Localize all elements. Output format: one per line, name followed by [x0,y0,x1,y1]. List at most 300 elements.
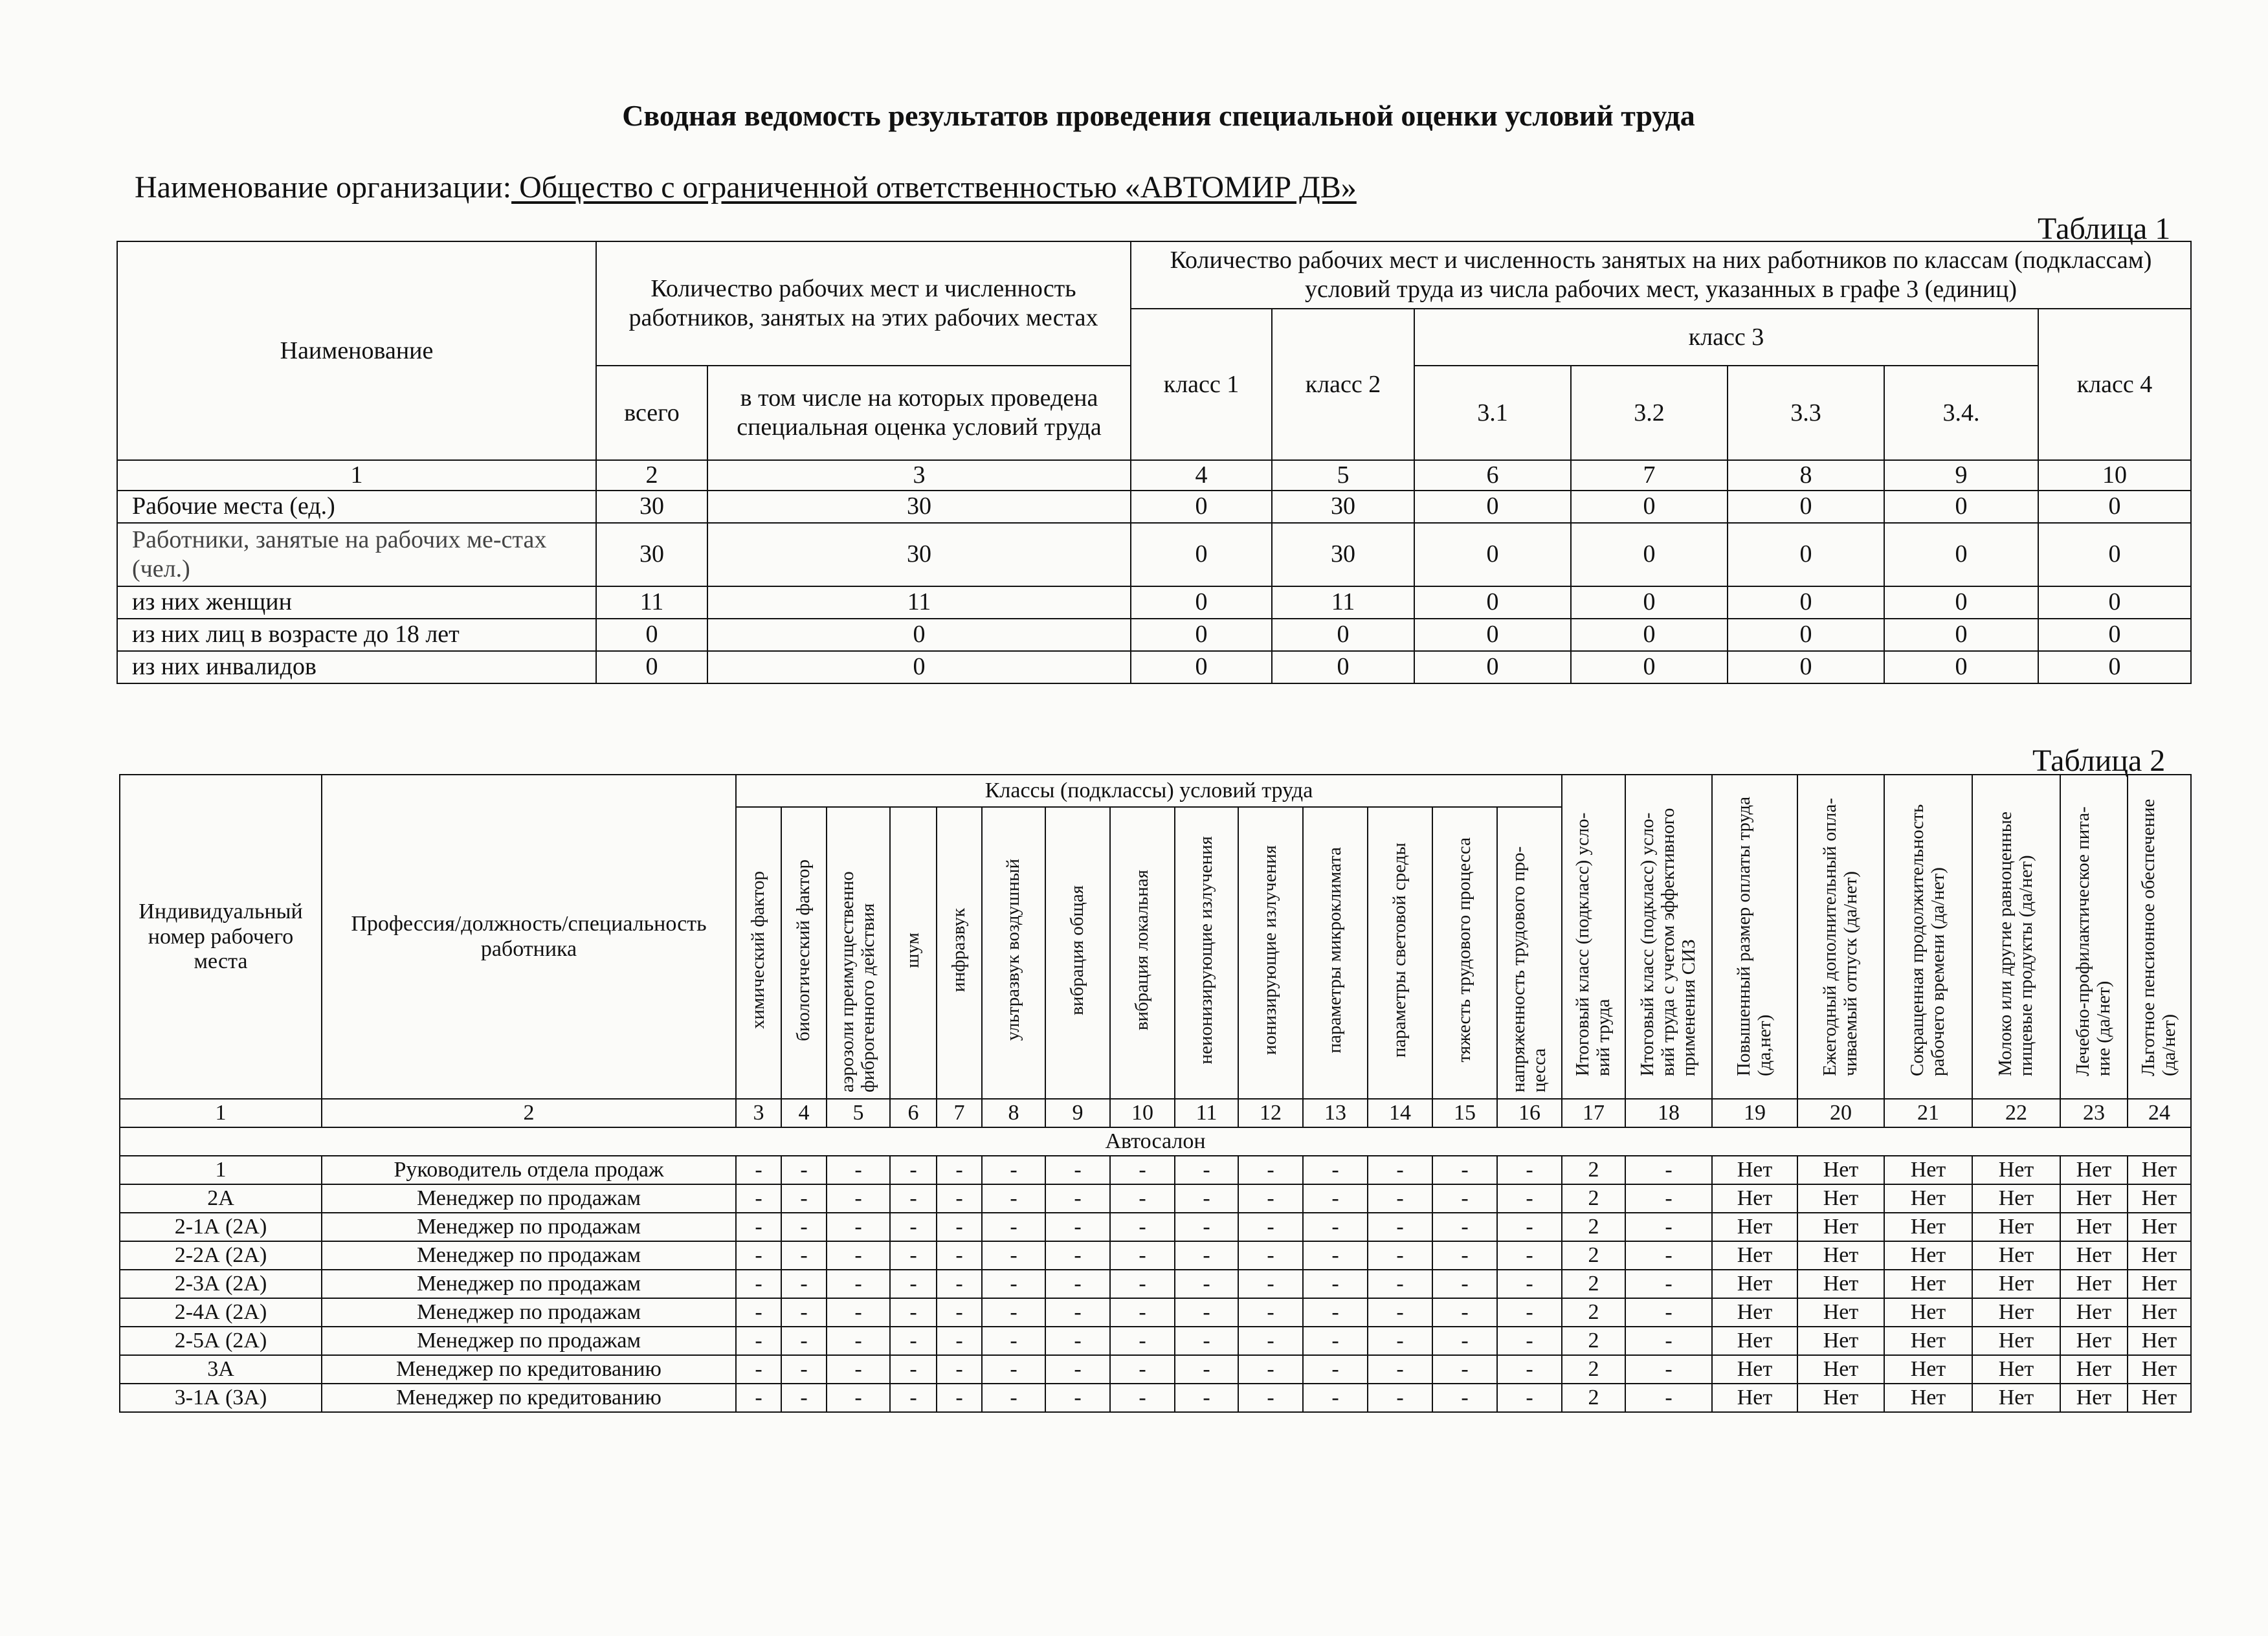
table1-cell: 0 [1571,491,1728,523]
factor-class: - [781,1384,827,1412]
factor-class: - [1110,1184,1175,1213]
table1-header-class3: класс 3 [1414,309,2038,366]
table2-header-factor: тяжесть трудового процесса [1432,807,1497,1099]
table1-cell: 11 [596,586,707,619]
table2-colnum: 21 [1884,1099,1972,1127]
table1-row-label: из них инвалидов [117,651,596,683]
table-row [120,1241,2191,1270]
table1-header-c32: 3.2 [1571,366,1728,460]
factor-class: - [1238,1156,1303,1184]
factor-class: - [1045,1298,1110,1327]
factor-class: - [1497,1298,1562,1327]
factor-class: - [1497,1241,1562,1270]
table1-cell: 30 [707,491,1131,523]
table2-header-nutrition: Лечебно-профилактическое пита-ние (да/нет) [2060,775,2128,1099]
final-class-siz: - [1625,1270,1712,1298]
factor-class: - [982,1213,1045,1241]
table1-header-class2: класс 2 [1272,309,1414,460]
final-class-siz: - [1625,1355,1712,1384]
factor-class: - [1238,1213,1303,1241]
factor-class: - [1303,1298,1368,1327]
factor-class: - [890,1298,937,1327]
table1-cell: 0 [1884,586,2038,619]
benefit-value: Нет [1884,1384,1972,1412]
table2-colnum: 7 [937,1099,982,1127]
factor-class: - [890,1213,937,1241]
factor-class: - [1238,1298,1303,1327]
factor-class: - [1368,1241,1432,1270]
table2-header-pension: Льготное пенсионное обеспечение (да/нет) [2128,775,2191,1099]
benefit-value: Нет [1884,1270,1972,1298]
factor-class: - [1432,1384,1497,1412]
table2-header-factor: напряженность трудового про-цесса [1497,807,1562,1099]
factor-class: - [1368,1270,1432,1298]
table1-header-c33: 3.3 [1728,366,1884,460]
table1-cell: 0 [1571,619,1728,651]
table1-cell: 0 [1728,491,1884,523]
table2-colnum: 23 [2060,1099,2128,1127]
factor-class: - [1175,1355,1238,1384]
benefit-value: Нет [1797,1327,1884,1355]
factor-class: - [937,1241,982,1270]
table1-colnum: 2 [596,460,707,491]
benefit-value: Нет [1972,1184,2060,1213]
table1-cell: 0 [2038,523,2191,586]
factor-class: - [736,1327,781,1355]
table1-cell: 30 [1272,523,1414,586]
position-name: Менеджер по продажам [322,1184,736,1213]
benefit-value: Нет [2060,1184,2128,1213]
factor-class: - [781,1241,827,1270]
factor-class: - [1303,1241,1368,1270]
factor-class: - [781,1270,827,1298]
benefit-value: Нет [2060,1156,2128,1184]
organization-line [135,170,1357,205]
table2-header-pay: Повышенный размер оплаты труда (да,нет) [1712,775,1797,1099]
factor-class: - [827,1355,890,1384]
final-class: 2 [1562,1327,1625,1355]
factor-class: - [1368,1355,1432,1384]
organization-name: Общество с ограниченной ответственностью «АВТОМИР ДВ» [511,170,1357,204]
document-title: Сводная ведомость результатов проведения специальной оценки условий труда [622,99,1695,132]
table2-header-leave: Ежегодный дополнительный опла-чиваемый отпуск (да/нет) [1797,775,1884,1099]
table2-header-factor: вибрация общая [1045,807,1110,1099]
workplace-number: 2-2А (2А) [120,1241,322,1270]
factor-class: - [1368,1213,1432,1241]
table2-section-heading: Автосалон [120,1127,2191,1156]
factor-class: - [1303,1270,1368,1298]
benefit-value: Нет [2128,1241,2191,1270]
table1-cell: 0 [1131,651,1272,683]
table2-colnum: 4 [781,1099,827,1127]
table1-colnum: 7 [1571,460,1728,491]
benefit-value: Нет [1797,1241,1884,1270]
table1-colnum: 1 [117,460,596,491]
table2-colnum: 1 [120,1099,322,1127]
benefit-value: Нет [1884,1156,1972,1184]
benefit-value: Нет [1972,1327,2060,1355]
factor-class: - [1175,1156,1238,1184]
position-name: Менеджер по продажам [322,1241,736,1270]
factor-class: - [736,1156,781,1184]
factor-class: - [1110,1355,1175,1384]
table1-header-c34: 3.4. [1884,366,2038,460]
table2-colnum: 12 [1238,1099,1303,1127]
position-name: Руководитель отдела продаж [322,1156,736,1184]
table2-header-short-hours: Сокращенная продолжительность рабочего времени (да/нет) [1884,775,1972,1099]
factor-class: - [1497,1156,1562,1184]
factor-class: - [1497,1384,1562,1412]
factor-class: - [890,1384,937,1412]
factor-class: - [1497,1355,1562,1384]
table2-colnum: 20 [1797,1099,1884,1127]
final-class: 2 [1562,1270,1625,1298]
table2-colnum: 11 [1175,1099,1238,1127]
benefit-value: Нет [1712,1156,1797,1184]
table1-row [117,586,2191,619]
table1-row-label: из них женщин [117,586,596,619]
factor-class: - [1110,1270,1175,1298]
final-class: 2 [1562,1384,1625,1412]
benefit-value: Нет [1972,1241,2060,1270]
table1-cell: 0 [1728,523,1884,586]
factor-class: - [1175,1184,1238,1213]
table1-colnum: 3 [707,460,1131,491]
factor-class: - [890,1327,937,1355]
table1-cell: 0 [1728,619,1884,651]
table1-row [117,651,2191,683]
factor-class: - [1303,1327,1368,1355]
factor-class: - [982,1270,1045,1298]
benefit-value: Нет [1712,1213,1797,1241]
factor-class: - [937,1298,982,1327]
table2-colnum: 9 [1045,1099,1110,1127]
factor-class: - [1110,1298,1175,1327]
factor-class: - [736,1184,781,1213]
benefit-value: Нет [1797,1213,1884,1241]
table1-cell: 0 [596,619,707,651]
benefit-value: Нет [2060,1355,2128,1384]
table1-colnum: 5 [1272,460,1414,491]
table1-cell: 0 [1131,619,1272,651]
factor-class: - [1175,1270,1238,1298]
factor-class: - [1497,1270,1562,1298]
table2 [119,774,2192,1413]
factor-class: - [781,1298,827,1327]
final-class-siz: - [1625,1384,1712,1412]
table2-header-workplace-no: Индивидуальный номер рабочего места [120,775,322,1099]
final-class-siz: - [1625,1327,1712,1355]
factor-class: - [781,1184,827,1213]
table1-cell: 0 [2038,491,2191,523]
benefit-value: Нет [2060,1384,2128,1412]
table2-header-factor: аэрозоли преимущественно фиброгенного действия [827,807,890,1099]
factor-class: - [937,1355,982,1384]
benefit-value: Нет [1972,1213,2060,1241]
table-row [120,1384,2191,1412]
benefit-value: Нет [2060,1270,2128,1298]
table1-cell: 0 [1884,619,2038,651]
factor-class: - [937,1213,982,1241]
workplace-number: 2-5А (2А) [120,1327,322,1355]
factor-class: - [827,1213,890,1241]
table1-header-total: всего [596,366,707,460]
benefit-value: Нет [2128,1156,2191,1184]
table1-cell: 30 [1272,491,1414,523]
benefit-value: Нет [1972,1384,2060,1412]
factor-class: - [736,1355,781,1384]
table-row [120,1213,2191,1241]
benefit-value: Нет [1972,1355,2060,1384]
table2-colnum: 13 [1303,1099,1368,1127]
organization-label: Наименование организации: [135,170,512,204]
factor-class: - [736,1213,781,1241]
table2-header-factor: инфразвук [937,807,982,1099]
factor-class: - [982,1184,1045,1213]
table1-caption: Таблица 1 [2038,212,2171,246]
factor-class: - [1110,1327,1175,1355]
table1-cell: 0 [1131,523,1272,586]
benefit-value: Нет [1712,1355,1797,1384]
benefit-value: Нет [1797,1156,1884,1184]
table2-header-factor: параметры световой среды [1368,807,1432,1099]
workplace-number: 3-1А (3А) [120,1384,322,1412]
table1-cell: 0 [2038,619,2191,651]
table-row [120,1270,2191,1298]
benefit-value: Нет [1972,1270,2060,1298]
table2-colnum: 8 [982,1099,1045,1127]
final-class-siz: - [1625,1184,1712,1213]
table1-cell: 0 [1728,651,1884,683]
position-name: Менеджер по кредитованию [322,1355,736,1384]
factor-class: - [736,1241,781,1270]
table1-cell: 0 [596,651,707,683]
factor-class: - [827,1270,890,1298]
factor-class: - [1110,1384,1175,1412]
table2-colnum: 22 [1972,1099,2060,1127]
final-class: 2 [1562,1184,1625,1213]
benefit-value: Нет [1884,1355,1972,1384]
table1-header-name: Наименование [117,241,596,460]
table2-header-factor: параметры микроклимата [1303,807,1368,1099]
factor-class: - [1238,1270,1303,1298]
final-class-siz: - [1625,1241,1712,1270]
table2-colnum: 15 [1432,1099,1497,1127]
benefit-value: Нет [2060,1213,2128,1241]
final-class: 2 [1562,1355,1625,1384]
factor-class: - [1368,1156,1432,1184]
factor-class: - [937,1270,982,1298]
position-name: Менеджер по продажам [322,1270,736,1298]
factor-class: - [982,1156,1045,1184]
table1-row [117,523,2191,586]
factor-class: - [890,1355,937,1384]
table1-cell: 0 [707,651,1131,683]
table2-colnum: 2 [322,1099,736,1127]
table2-colnum: 16 [1497,1099,1562,1127]
factor-class: - [1303,1384,1368,1412]
table1-cell: 0 [1131,586,1272,619]
table2-header-final-class: Итоговый класс (подкласс) усло-вий труда [1562,775,1625,1099]
table2-colnum: 14 [1368,1099,1432,1127]
factor-class: - [1497,1213,1562,1241]
table1-row [117,491,2191,523]
table2-colnum: 6 [890,1099,937,1127]
final-class: 2 [1562,1156,1625,1184]
table1-header-group-total: Количество рабочих мест и численность работников, занятых на этих рабочих местах [596,241,1131,366]
final-class-siz: - [1625,1298,1712,1327]
table-row [120,1156,2191,1184]
factor-class: - [1110,1156,1175,1184]
table2-colnum: 18 [1625,1099,1712,1127]
factor-class: - [937,1184,982,1213]
table2-header-factor: вибрация локальная [1110,807,1175,1099]
table1-colnum: 8 [1728,460,1884,491]
table2-header-factor: шум [890,807,937,1099]
benefit-value: Нет [1884,1327,1972,1355]
table1-cell: 0 [2038,651,2191,683]
table1 [117,241,2192,684]
table2-header-milk: Молоко или другие равноценные пищевые продукты (да/нет) [1972,775,2060,1099]
factor-class: - [890,1156,937,1184]
factor-class: - [1303,1355,1368,1384]
table2-colnum: 17 [1562,1099,1625,1127]
benefit-value: Нет [1972,1298,2060,1327]
factor-class: - [1303,1213,1368,1241]
factor-class: - [1497,1327,1562,1355]
table2-colnum: 5 [827,1099,890,1127]
workplace-number: 1 [120,1156,322,1184]
factor-class: - [1303,1184,1368,1213]
benefit-value: Нет [2128,1270,2191,1298]
benefit-value: Нет [1797,1355,1884,1384]
table2-header-factor: ультразвук воздушный [982,807,1045,1099]
table1-cell: 0 [1728,586,1884,619]
factor-class: - [781,1355,827,1384]
factor-class: - [1432,1184,1497,1213]
factor-class: - [736,1384,781,1412]
table1-cell: 0 [1131,491,1272,523]
factor-class: - [1303,1156,1368,1184]
table1-colnum: 4 [1131,460,1272,491]
factor-class: - [1432,1298,1497,1327]
factor-class: - [1045,1327,1110,1355]
table1-cell: 0 [1414,491,1571,523]
table1-cell: 0 [1571,586,1728,619]
factor-class: - [1238,1355,1303,1384]
table2-colnum: 3 [736,1099,781,1127]
factor-class: - [1045,1355,1110,1384]
benefit-value: Нет [1712,1327,1797,1355]
table2-header-factor: химический фактор [736,807,781,1099]
factor-class: - [781,1156,827,1184]
factor-class: - [890,1184,937,1213]
table1-header-class4: класс 4 [2038,309,2191,460]
factor-class: - [1045,1241,1110,1270]
position-name: Менеджер по продажам [322,1298,736,1327]
factor-class: - [827,1156,890,1184]
table1-column-numbers [117,460,2191,491]
benefit-value: Нет [1884,1184,1972,1213]
table2-caption: Таблица 2 [2032,744,2166,778]
workplace-number: 2-3А (2А) [120,1270,322,1298]
benefit-value: Нет [2128,1355,2191,1384]
factor-class: - [937,1384,982,1412]
factor-class: - [781,1327,827,1355]
factor-class: - [1238,1184,1303,1213]
factor-class: - [1368,1384,1432,1412]
factor-class: - [1368,1327,1432,1355]
table1-colnum: 10 [2038,460,2191,491]
factor-class: - [736,1270,781,1298]
table-row [120,1327,2191,1355]
table1-row-label: из них лиц в возрасте до 18 лет [117,619,596,651]
factor-class: - [1175,1213,1238,1241]
benefit-value: Нет [2128,1327,2191,1355]
workplace-number: 2А [120,1184,322,1213]
factor-class: - [1175,1298,1238,1327]
factor-class: - [1238,1241,1303,1270]
benefit-value: Нет [2128,1213,2191,1241]
table2-colnum: 10 [1110,1099,1175,1127]
factor-class: - [1045,1184,1110,1213]
table1-cell: 0 [1571,523,1728,586]
table1-row-label: Работники, занятые на рабочих ме-стах (чел.) [117,523,596,586]
benefit-value: Нет [1797,1184,1884,1213]
table1-header-class1: класс 1 [1131,309,1272,460]
factor-class: - [1432,1156,1497,1184]
table2-header-factor: неионизирующие излучения [1175,807,1238,1099]
factor-class: - [937,1327,982,1355]
table1-colnum: 6 [1414,460,1571,491]
benefit-value: Нет [1884,1213,1972,1241]
table1-header-c31: 3.1 [1414,366,1571,460]
table2-header-final-class-siz: Итоговый класс (подкласс) усло-вий труда с учетом эффективного применения СИЗ [1625,775,1712,1099]
table1-cell: 30 [596,523,707,586]
final-class: 2 [1562,1213,1625,1241]
table-row [120,1355,2191,1384]
workplace-number: 3А [120,1355,322,1384]
final-class: 2 [1562,1298,1625,1327]
position-name: Менеджер по продажам [322,1327,736,1355]
factor-class: - [827,1298,890,1327]
factor-class: - [827,1384,890,1412]
factor-class: - [890,1241,937,1270]
benefit-value: Нет [1884,1241,1972,1270]
table2-header-factor: ионизирующие излучения [1238,807,1303,1099]
table1-header-group-classes: Количество рабочих мест и численность занятых на них работников по классам (подклассам) условий труда из числа рабочих мест, указанных в графе 3 (единиц) [1131,241,2191,309]
table1-cell: 0 [1414,619,1571,651]
factor-class: - [781,1213,827,1241]
table1-colnum: 9 [1884,460,2038,491]
factor-class: - [982,1384,1045,1412]
table2-header-factor: биологический фактор [781,807,827,1099]
table1-cell: 0 [1884,651,2038,683]
benefit-value: Нет [1884,1298,1972,1327]
table2-header-profession: Профессия/должность/специальность работника [322,775,736,1099]
factor-class: - [1497,1184,1562,1213]
factor-class: - [1238,1384,1303,1412]
benefit-value: Нет [1712,1298,1797,1327]
table1-cell: 0 [1571,651,1728,683]
benefit-value: Нет [1797,1298,1884,1327]
factor-class: - [890,1270,937,1298]
table1-cell: 0 [2038,586,2191,619]
position-name: Менеджер по продажам [322,1213,736,1241]
table1-header-assessed: в том числе на которых проведена специальная оценка условий труда [707,366,1131,460]
table-row [120,1184,2191,1213]
table1-row [117,619,2191,651]
